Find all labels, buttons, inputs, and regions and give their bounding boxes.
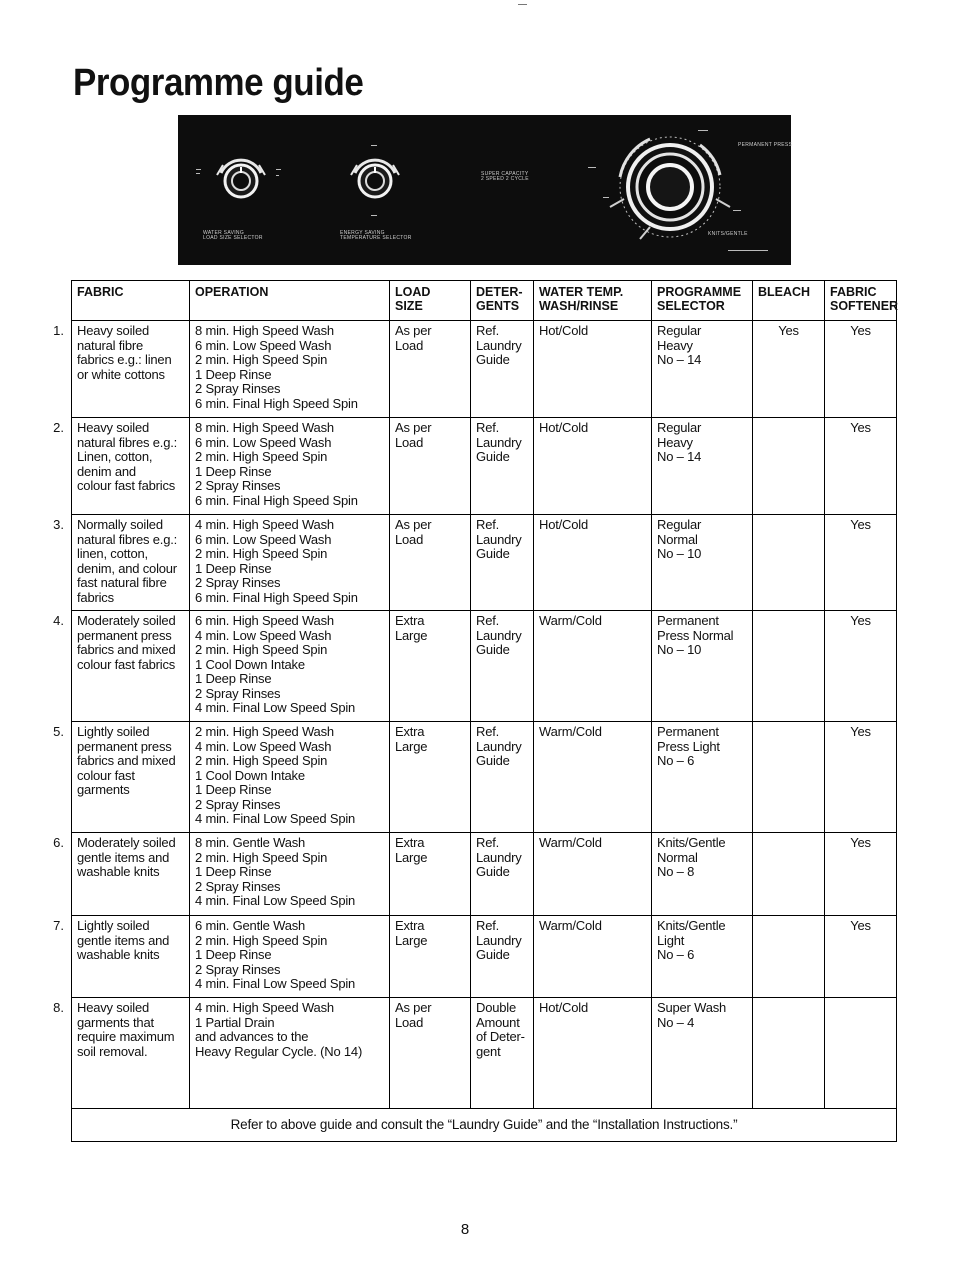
fabric-softener-cell xyxy=(825,998,897,1109)
load-size-cell-line: Extra xyxy=(395,724,425,739)
fabric-cell-line: natural fibres e.g.: xyxy=(77,531,178,547)
operation-cell-line: 1 Partial Drain xyxy=(195,1014,275,1030)
detergents-cell-line: Ref. xyxy=(476,613,500,628)
fabric-cell xyxy=(72,998,190,1109)
load-size-cell-line: Extra xyxy=(395,613,425,628)
operation-cell-line: 4 min. Low Speed Wash xyxy=(195,627,332,643)
operation-cell-line: 2 Spray Rinses xyxy=(195,878,281,894)
fabric-cell-line: permanent press xyxy=(77,738,172,754)
load-size-cell xyxy=(390,418,471,515)
detergents-cell-line: Laundry xyxy=(476,337,522,353)
detergents-cell xyxy=(471,418,534,515)
programme-selector-cell-line: Heavy xyxy=(657,434,693,450)
programme-selector-cell-line: Knits/Gentle xyxy=(657,918,726,933)
detergents-cell-line: Ref. xyxy=(476,835,500,850)
detergents-cell xyxy=(471,611,534,722)
water-temp-cell xyxy=(534,916,652,998)
detergents-cell-line: Ref. xyxy=(476,323,500,338)
operation-cell-line: 2 Spray Rinses xyxy=(195,961,281,977)
operation-cell-line: 4 min. Final Low Speed Spin xyxy=(195,976,356,991)
programme-selector-cell-line: No – 6 xyxy=(657,947,695,962)
programme-selector-cell-line: Knits/Gentle xyxy=(657,835,726,850)
fabric-cell-line: natural fibre xyxy=(77,337,144,353)
programme-selector-cell-line: No – 4 xyxy=(657,1014,695,1030)
fabric-cell-line: or white cottons xyxy=(77,366,165,382)
operation-cell-line: 6 min. Final High Speed Spin xyxy=(195,395,358,411)
fabric-softener-cell: Yes xyxy=(825,722,897,833)
bleach-cell xyxy=(753,418,825,515)
bleach-cell xyxy=(753,611,825,722)
table-row xyxy=(72,515,897,611)
row-number: 8. xyxy=(53,1000,64,1015)
fabric-cell-line: Heavy soiled xyxy=(77,1000,150,1015)
operation-cell-line: 6 min. Gentle Wash xyxy=(195,918,306,933)
load-size-cell xyxy=(390,611,471,722)
programme-selector-cell xyxy=(652,611,753,722)
operation-cell-line: 2 min. High Speed Spin xyxy=(195,449,328,464)
water-temp-cell-line: Hot/Cold xyxy=(539,1000,588,1015)
operation-cell-line: 2 min. High Speed Wash xyxy=(195,724,334,739)
header-operation xyxy=(190,281,390,321)
scan-mark xyxy=(518,4,527,5)
programme-table xyxy=(71,280,897,1142)
operation-cell-line: 2 min. High Speed Spin xyxy=(195,753,328,768)
detergents-cell-line: Guide xyxy=(476,947,510,962)
header-detergents-line: DETER- xyxy=(476,285,523,299)
fabric-cell-line: Heavy soiled xyxy=(77,323,150,338)
programme-selector-cell-line: Super Wash xyxy=(657,1000,727,1015)
operation-cell-line: 4 min. Final Low Speed Spin xyxy=(195,811,356,826)
load-size-cell-line: Load xyxy=(395,531,424,547)
operation-cell-line: 2 Spray Rinses xyxy=(195,381,281,396)
table-row xyxy=(72,998,897,1109)
fabric-cell-line: denim and xyxy=(77,463,136,479)
operation-cell-line: 4 min. High Speed Wash xyxy=(195,1000,334,1015)
detergents-cell-line: Guide xyxy=(476,642,510,657)
fabric-softener-cell: Yes xyxy=(825,515,897,611)
operation-cell-line: 6 min. Low Speed Wash xyxy=(195,531,332,547)
programme-selector-cell-line: Light xyxy=(657,932,685,948)
fabric-cell-line: Moderately soiled xyxy=(77,835,176,850)
fabric-softener-cell: Yes xyxy=(825,611,897,722)
fabric-cell xyxy=(72,722,190,833)
operation-cell-line: 1 Deep Rinse xyxy=(195,560,272,576)
programme-selector-cell-line: Normal xyxy=(657,531,698,547)
fabric-softener-cell: Yes xyxy=(825,833,897,916)
programme-selector-cell-line: No – 8 xyxy=(657,864,695,879)
water-temp-cell xyxy=(534,515,652,611)
temperature-selector-caption: ENERGY SAVING TEMPERATURE SELECTOR xyxy=(340,230,412,241)
header-detergents-line: GENTS xyxy=(476,299,520,313)
detergents-cell-line: Laundry xyxy=(476,434,522,450)
water-temp-cell xyxy=(534,321,652,418)
operation-cell-line: 1 Deep Rinse xyxy=(195,366,272,382)
operation-cell-line: 8 min. High Speed Wash xyxy=(195,420,334,435)
table-row xyxy=(72,916,897,998)
detergents-cell-line: Ref. xyxy=(476,724,500,739)
operation-cell-line: 1 Cool Down Intake xyxy=(195,656,305,672)
fabric-softener-cell: Yes xyxy=(825,418,897,515)
operation-cell-line: 1 Deep Rinse xyxy=(195,864,272,879)
fabric-cell xyxy=(72,916,190,998)
fabric-cell-line: Normally soiled xyxy=(77,517,163,532)
detergents-cell-line: Laundry xyxy=(476,738,522,754)
control-panel-drawing xyxy=(178,115,791,265)
operation-cell-line: 1 Deep Rinse xyxy=(195,671,272,686)
load-size-cell xyxy=(390,321,471,418)
programme-selector-cell-line: Normal xyxy=(657,849,698,865)
table-row xyxy=(72,833,897,916)
load-size-selector-caption: WATER SAVING LOAD SIZE SELECTOR xyxy=(203,230,263,241)
water-temp-cell xyxy=(534,611,652,722)
operation-cell xyxy=(190,515,390,611)
operation-cell-line: 1 Cool Down Intake xyxy=(195,767,305,783)
detergents-cell xyxy=(471,916,534,998)
fabric-cell xyxy=(72,321,190,418)
table-row xyxy=(72,722,897,833)
control-panel-image xyxy=(178,115,791,265)
knits-gentle-dial-label: KNITS/GENTLE xyxy=(708,231,748,237)
water-temp-cell xyxy=(534,418,652,515)
load-size-cell-line: Extra xyxy=(395,835,425,850)
detergents-cell xyxy=(471,321,534,418)
fabric-cell-line: washable knits xyxy=(77,947,160,962)
programme-selector-cell-line: Press Normal xyxy=(657,627,734,643)
row-number: 1. xyxy=(53,323,64,338)
programme-selector-cell xyxy=(652,722,753,833)
operation-cell-line: 6 min. Final High Speed Spin xyxy=(195,589,358,605)
operation-cell-line: 6 min. High Speed Wash xyxy=(195,613,334,628)
detergents-cell-line: Ref. xyxy=(476,517,500,532)
load-size-cell-line: As per xyxy=(395,323,432,338)
fabric-cell-line: garments xyxy=(77,782,130,797)
load-size-cell-line: Load xyxy=(395,337,424,353)
footnote-text: Refer to above guide and consult the “Laundry Guide” and the “Installation Instructions.” xyxy=(72,1109,897,1142)
load-size-cell-line: Extra xyxy=(395,918,425,933)
operation-cell-line: 4 min. Final Low Speed Spin xyxy=(195,893,356,908)
detergents-cell-line: Ref. xyxy=(476,918,500,933)
fabric-cell-line: gentle items and xyxy=(77,849,170,865)
fabric-cell-line: fabrics and mixed xyxy=(77,753,176,768)
detergents-cell-line: Guide xyxy=(476,753,510,768)
water-temp-cell-line: Hot/Cold xyxy=(539,517,588,532)
load-size-cell-line: Large xyxy=(395,932,428,948)
page-title: Programme guide xyxy=(73,62,364,104)
fabric-cell xyxy=(72,611,190,722)
header-water-temp-line: WATER TEMP. xyxy=(539,285,624,299)
table-row xyxy=(72,418,897,515)
detergents-cell-line: Laundry xyxy=(476,932,522,948)
fabric-cell-line: garments that xyxy=(77,1014,154,1030)
water-temp-cell-line: Hot/Cold xyxy=(539,323,588,338)
table-row xyxy=(72,321,897,418)
operation-cell-line: and advances to the xyxy=(195,1029,309,1044)
bleach-cell xyxy=(753,998,825,1109)
operation-cell xyxy=(190,722,390,833)
fabric-cell-line: gentle items and xyxy=(77,932,170,948)
header-load-size-line: LOAD xyxy=(395,285,431,299)
detergents-cell-line: Guide xyxy=(476,546,510,561)
operation-cell-line: 2 Spray Rinses xyxy=(195,575,281,590)
load-size-cell-line: As per xyxy=(395,1000,432,1015)
fabric-cell xyxy=(72,833,190,916)
programme-selector-cell xyxy=(652,916,753,998)
operation-cell-line: 2 Spray Rinses xyxy=(195,685,281,701)
header-programme-selector-line: PROGRAMME xyxy=(657,285,742,299)
row-number: 7. xyxy=(53,918,64,933)
operation-cell xyxy=(190,916,390,998)
water-temp-cell-line: Warm/Cold xyxy=(539,835,602,850)
water-temp-cell xyxy=(534,833,652,916)
header-fabric-softener-line: SOFTENER xyxy=(830,299,899,313)
bleach-cell xyxy=(753,515,825,611)
header-fabric-softener-line: FABRIC xyxy=(830,285,877,299)
operation-cell-line: 1 Deep Rinse xyxy=(195,463,272,479)
water-temp-cell xyxy=(534,998,652,1109)
water-temp-cell-line: Warm/Cold xyxy=(539,918,602,933)
temperature-knob-icon xyxy=(351,160,399,197)
fabric-cell xyxy=(72,418,190,515)
load-size-cell xyxy=(390,833,471,916)
programme-dial-icon xyxy=(610,137,730,239)
header-fabric-softener xyxy=(825,281,897,321)
load-size-knob-icon xyxy=(217,160,265,197)
detergents-cell-line: Guide xyxy=(476,449,510,464)
detergents-cell-line: Guide xyxy=(476,864,510,879)
operation-cell-line: 4 min. Low Speed Wash xyxy=(195,738,332,754)
water-temp-cell xyxy=(534,722,652,833)
load-size-cell-line: Large xyxy=(395,738,428,754)
operation-cell-line: 2 min. High Speed Spin xyxy=(195,642,328,657)
fabric-cell-line: fabrics and mixed xyxy=(77,642,176,657)
load-size-cell-line: Load xyxy=(395,434,424,450)
detergents-cell xyxy=(471,833,534,916)
bleach-cell: Yes xyxy=(753,321,825,418)
operation-cell-line: 2 Spray Rinses xyxy=(195,796,281,812)
bleach-cell xyxy=(753,916,825,998)
super-capacity-caption: SUPER CAPACITY 2 SPEED 2 CYCLE xyxy=(481,171,529,182)
fabric-cell-line: fast natural fibre xyxy=(77,575,167,590)
operation-cell-line: 2 min. High Speed Spin xyxy=(195,932,328,948)
fabric-cell-line: require maximum xyxy=(77,1029,175,1044)
header-load-size xyxy=(390,281,471,321)
row-number: 5. xyxy=(53,724,64,739)
fabric-cell-line: soil removal. xyxy=(77,1043,148,1059)
fabric-softener-cell: Yes xyxy=(825,916,897,998)
operation-cell-line: Heavy Regular Cycle. (No 14) xyxy=(195,1043,363,1059)
fabric-cell-line: permanent press xyxy=(77,627,172,643)
load-size-cell xyxy=(390,722,471,833)
detergents-cell-line: Ref. xyxy=(476,420,500,435)
operation-cell-line: 1 Deep Rinse xyxy=(195,782,272,797)
header-water-temp xyxy=(534,281,652,321)
fabric-cell-line: natural fibres e.g.: xyxy=(77,434,178,450)
load-size-cell-line: Load xyxy=(395,1014,424,1030)
fabric-cell-line: Lightly soiled xyxy=(77,918,150,933)
header-programme-selector-line: SELECTOR xyxy=(657,299,725,313)
operation-cell-line: 2 min. High Speed Spin xyxy=(195,849,328,865)
fabric-cell-line: washable knits xyxy=(77,864,160,879)
row-number: 3. xyxy=(53,517,64,532)
detergents-cell xyxy=(471,722,534,833)
operation-cell xyxy=(190,998,390,1109)
header-load-size-line: SIZE xyxy=(395,299,423,313)
detergents-cell xyxy=(471,998,534,1109)
header-bleach-line: BLEACH xyxy=(758,285,811,299)
fabric-softener-cell: Yes xyxy=(825,321,897,418)
operation-cell xyxy=(190,611,390,722)
detergents-cell-line: Laundry xyxy=(476,531,522,547)
load-size-cell-line: As per xyxy=(395,517,432,532)
programme-selector-cell-line: Regular xyxy=(657,323,702,338)
header-detergents xyxy=(471,281,534,321)
header-fabric xyxy=(72,281,190,321)
load-size-cell-line: Large xyxy=(395,627,428,643)
fabric-cell-line: Linen, cotton, xyxy=(77,449,153,464)
table-row xyxy=(72,611,897,722)
load-size-cell-line: As per xyxy=(395,420,432,435)
permanent-press-dial-label: PERMANENT PRESS xyxy=(738,142,793,148)
programme-selector-cell-line: Regular xyxy=(657,420,702,435)
fabric-cell-line: colour fast xyxy=(77,767,135,783)
programme-selector-cell-line: No – 10 xyxy=(657,546,702,561)
header-programme-selector xyxy=(652,281,753,321)
detergents-cell-line: Laundry xyxy=(476,849,522,865)
programme-selector-cell xyxy=(652,418,753,515)
fabric-cell-line: denim, and colour xyxy=(77,560,177,576)
header-bleach xyxy=(753,281,825,321)
operation-cell-line: 4 min. High Speed Wash xyxy=(195,517,334,532)
water-temp-cell-line: Warm/Cold xyxy=(539,613,602,628)
water-temp-cell-line: Warm/Cold xyxy=(539,724,602,739)
operation-cell-line: 6 min. Low Speed Wash xyxy=(195,434,332,450)
detergents-cell-line: of Deter- xyxy=(476,1029,525,1044)
load-size-cell xyxy=(390,916,471,998)
programme-selector-cell xyxy=(652,998,753,1109)
row-number: 2. xyxy=(53,420,64,435)
detergents-cell xyxy=(471,515,534,611)
fabric-cell-line: fabrics e.g.: linen xyxy=(77,352,172,367)
header-water-temp-line: WASH/RINSE xyxy=(539,299,619,313)
operation-cell-line: 2 min. High Speed Spin xyxy=(195,352,328,367)
fabric-cell xyxy=(72,515,190,611)
programme-selector-cell xyxy=(652,321,753,418)
operation-cell-line: 4 min. Final Low Speed Spin xyxy=(195,700,356,715)
programme-selector-cell-line: Permanent xyxy=(657,724,719,739)
row-number: 4. xyxy=(53,613,64,628)
fabric-cell-line: colour fast fabrics xyxy=(77,478,176,493)
load-size-cell xyxy=(390,515,471,611)
programme-selector-cell-line: No – 6 xyxy=(657,753,695,768)
fabric-cell-line: colour fast fabrics xyxy=(77,656,176,672)
detergents-cell-line: gent xyxy=(476,1043,501,1059)
programme-selector-cell xyxy=(652,515,753,611)
operation-cell-line: 6 min. Low Speed Wash xyxy=(195,337,332,353)
programme-selector-cell-line: No – 14 xyxy=(657,352,702,367)
operation-cell xyxy=(190,418,390,515)
operation-cell-line: 2 Spray Rinses xyxy=(195,478,281,493)
operation-cell-line: 1 Deep Rinse xyxy=(195,947,272,962)
programme-selector-cell xyxy=(652,833,753,916)
fabric-cell-line: Moderately soiled xyxy=(77,613,176,628)
water-temp-cell-line: Hot/Cold xyxy=(539,420,588,435)
table-header-row xyxy=(72,281,897,321)
detergents-cell-line: Amount xyxy=(476,1014,520,1030)
programme-selector-cell-line: Press Light xyxy=(657,738,720,754)
programme-selector-cell-line: Regular xyxy=(657,517,702,532)
operation-cell xyxy=(190,321,390,418)
load-size-cell-line: Large xyxy=(395,849,428,865)
operation-cell-line: 6 min. Final High Speed Spin xyxy=(195,492,358,508)
fabric-cell-line: fabrics xyxy=(77,589,114,605)
page-number: 8 xyxy=(460,1221,470,1238)
operation-cell-line: 8 min. High Speed Wash xyxy=(195,323,334,338)
programme-selector-cell-line: Permanent xyxy=(657,613,719,628)
detergents-cell-line: Guide xyxy=(476,352,510,367)
operation-cell xyxy=(190,833,390,916)
detergents-cell-line: Laundry xyxy=(476,627,522,643)
operation-cell-line: 8 min. Gentle Wash xyxy=(195,835,306,850)
programme-selector-cell-line: No – 14 xyxy=(657,449,702,464)
header-fabric-line: FABRIC xyxy=(77,285,124,299)
fabric-cell-line: Heavy soiled xyxy=(77,420,150,435)
row-number: 6. xyxy=(53,835,64,850)
fabric-cell-line: linen, cotton, xyxy=(77,546,148,561)
programme-selector-cell-line: Heavy xyxy=(657,337,693,353)
fabric-cell-line: Lightly soiled xyxy=(77,724,150,739)
operation-cell-line: 2 min. High Speed Spin xyxy=(195,546,328,561)
load-size-cell xyxy=(390,998,471,1109)
footnote-row xyxy=(72,1109,897,1142)
header-operation-line: OPERATION xyxy=(195,285,269,299)
detergents-cell-line: Double xyxy=(476,1000,516,1015)
bleach-cell xyxy=(753,833,825,916)
bleach-cell xyxy=(753,722,825,833)
programme-selector-cell-line: No – 10 xyxy=(657,642,702,657)
